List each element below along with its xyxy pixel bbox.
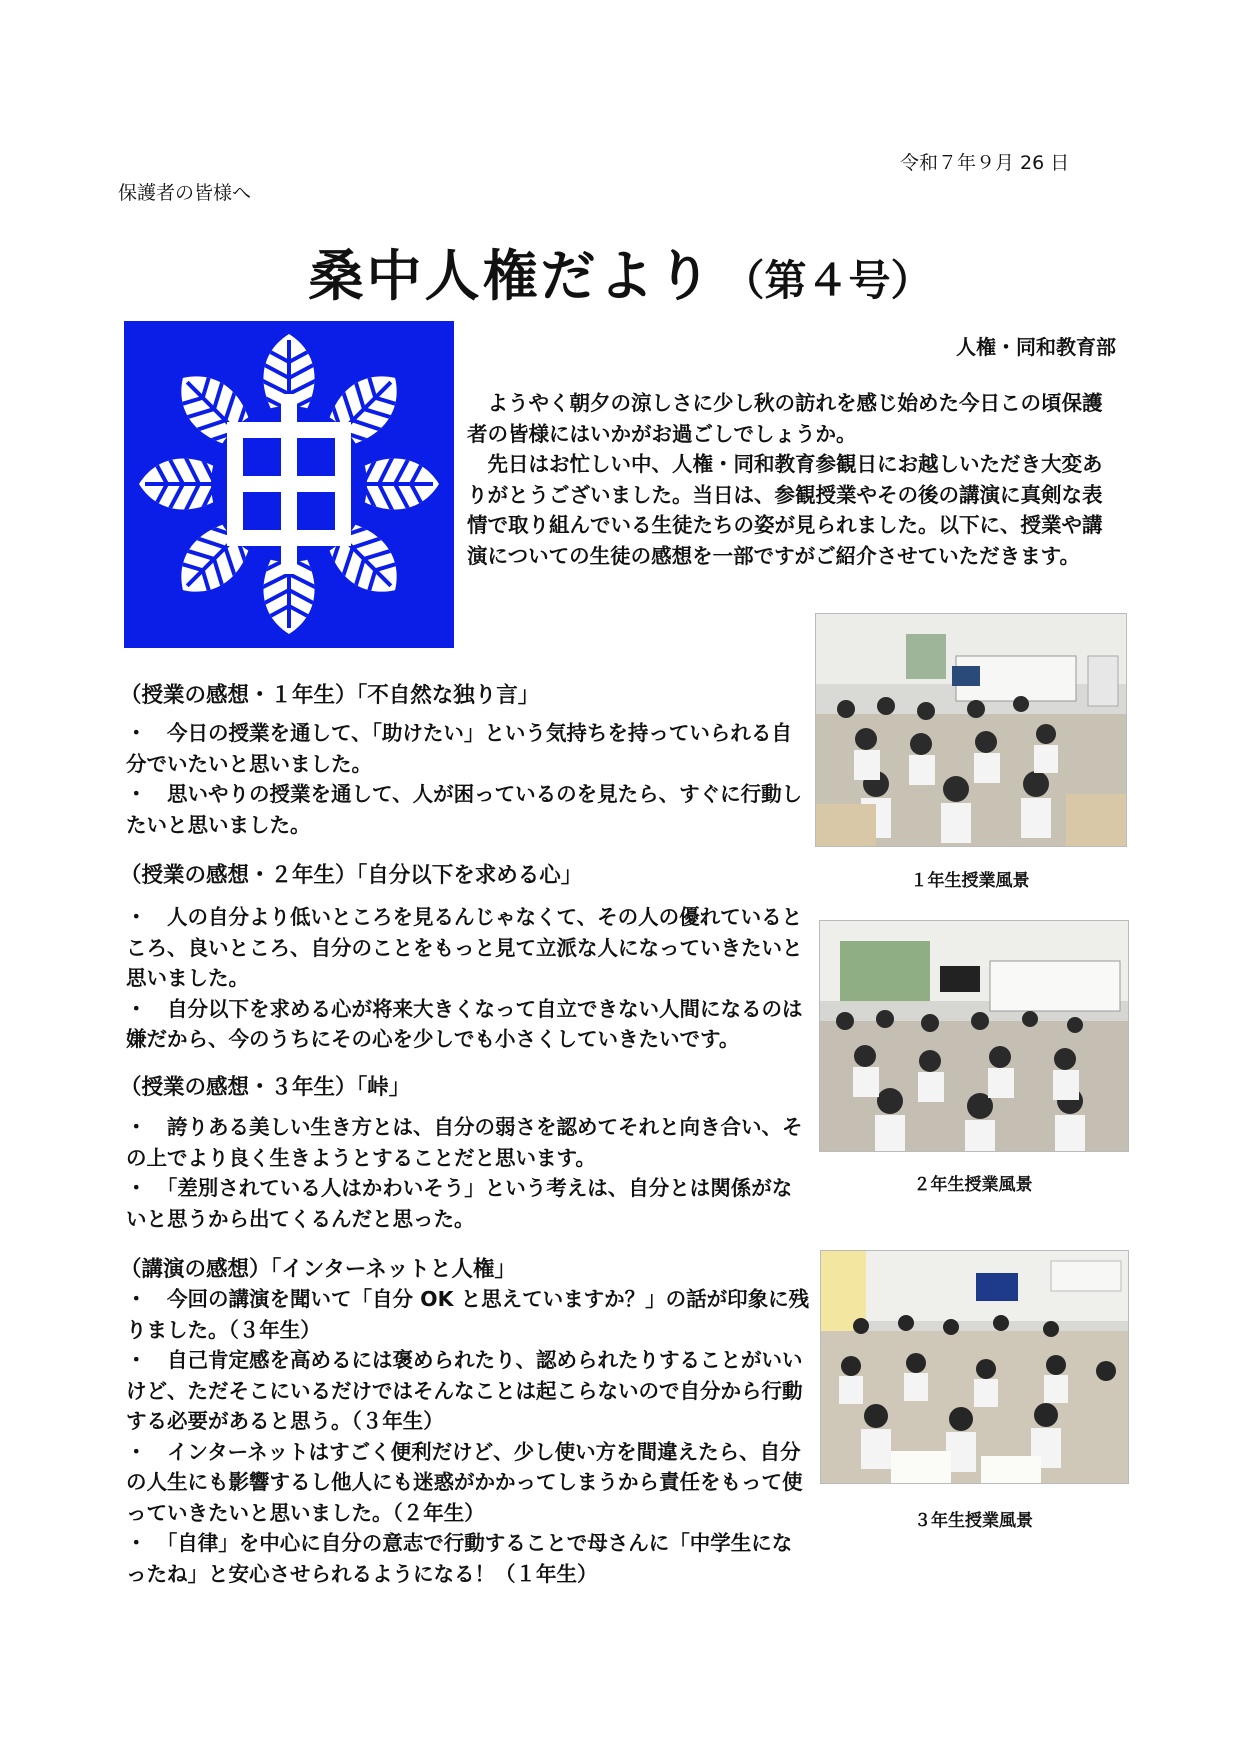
classroom-photo-grade2 — [819, 920, 1129, 1152]
newsletter-title — [0, 232, 1241, 311]
department-name: 人権・同和教育部 — [956, 335, 1116, 359]
comment-list-lecture — [126, 1284, 811, 1589]
comment-item: ・ 人の自分より低いところを見るんじゃなくて、その人の優れているところ、良いところ、自分のことをもっと見て立派な人になっていきたいと思いました。 — [126, 905, 803, 990]
comment-item: ・ 今日の授業を通して、「助けたい」という気持ちを持っていられる自分でいたいと思いました。 — [126, 721, 792, 776]
section-heading-grade3: （授業の感想・３年生）「峠」 — [120, 1075, 411, 1100]
intro-paragraph: 先日はお忙しい中、人権・同和教育参観日にお越しいただき大変ありがとうございました。当日は、参観授業やその後の講演に真剣な表情で取り組んでいる生徒たちの姿が見られました。以下に、授業や講演についての生徒の感想を一部ですがご紹介させていただきます。 — [467, 452, 1103, 568]
section-heading-grade2: （授業の感想・２年生）「自分以下を求める心」 — [120, 863, 583, 888]
emblem-graphic — [124, 321, 454, 648]
photo-illustration — [820, 921, 1128, 1151]
classroom-photo-grade1 — [815, 613, 1127, 847]
comment-list-grade1 — [126, 718, 811, 840]
issue-number: （第４号） — [722, 256, 933, 305]
comment-item: ・ 誇りある美しい生き方とは、自分の弱さを認めてそれと向き合い、その上でより良く生きようとすることだと思います。 — [126, 1115, 803, 1170]
comment-item: ・ 自己肯定感を高めるには褒められたり、認められたりすることがいいけど、ただそこにいるだけではそんなことは起こらないので自分から行動する必要があると思う。（３年生） — [126, 1348, 803, 1433]
comment-item: ・ 「自律」を中心に自分の意志で行動することで母さんに「中学生になったね」と安心させられるようになる！（１年生） — [126, 1531, 793, 1586]
intro-paragraph: ようやく朝夕の涼しさに少し秋の訪れを感じ始めた今日この頃保護者の皆様にはいかがお過ごしでしょうか。 — [467, 391, 1103, 446]
comment-item: ・ インターネットはすごく便利だけど、少し使い方を間違えたら、自分の人生にも影響するし他人にも迷惑がかかってしまうから責任をもって使っていきたいと思いました。（２年生） — [126, 1439, 803, 1525]
intro-text — [467, 388, 1117, 571]
photo-caption: ３年生授業風景 — [914, 1511, 1033, 1531]
classroom-photo-grade3 — [820, 1250, 1129, 1484]
comment-item: ・ 思いやりの授業を通して、人が困っているのを見たら、すぐに行動したいと思いました。 — [126, 782, 803, 837]
comment-item: ・ 自分以下を求める心が将来大きくなって自立できない人間になるのは嫌だから、今のうちにその心を少しでも小さくしていきたいです。 — [126, 996, 803, 1051]
photo-illustration — [821, 1251, 1128, 1483]
section-heading-grade1: （授業の感想・１年生）「不自然な独り言」 — [120, 683, 540, 708]
issue-date: 令和７年９月 26 日 — [900, 152, 1070, 174]
greeting: 保護者の皆様へ — [118, 182, 252, 204]
photo-caption: １年生授業風景 — [910, 871, 1030, 891]
comment-item: ・ 今回の講演を聞いて「自分 OK と思えていますか？」の話が印象に残りました。（３年生） — [126, 1287, 810, 1342]
school-emblem-icon — [124, 321, 454, 648]
comment-list-grade2 — [126, 902, 811, 1055]
title-text: 桑中人権だより — [308, 244, 715, 308]
comment-item: ・ 「差別されている人はかわいそう」という考えは、自分とは関係がないと思うから出てくるんだと思った。 — [126, 1176, 793, 1231]
photo-illustration — [816, 614, 1126, 846]
section-heading-lecture: （講演の感想）「インターネットと人権」 — [120, 1257, 516, 1282]
comment-list-grade3 — [126, 1112, 811, 1234]
photo-caption: ２年生授業風景 — [913, 1175, 1033, 1195]
